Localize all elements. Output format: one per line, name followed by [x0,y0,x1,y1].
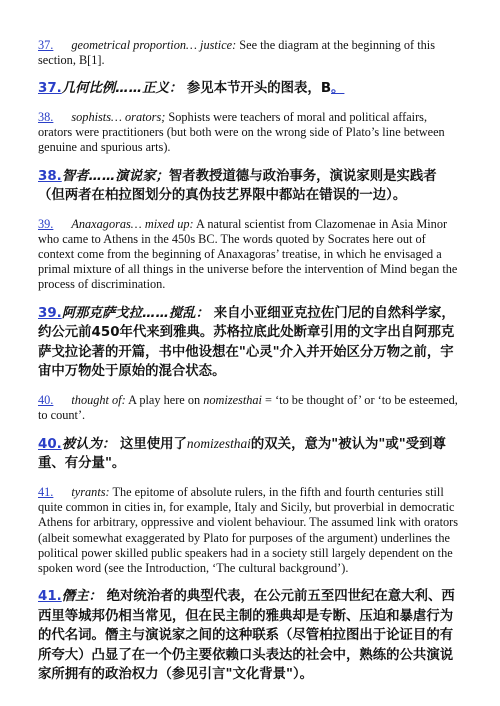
note-number-link[interactable]: 38. [38,168,62,184]
note-text: 智者教授道德与政治事务，演说家则是实践者（但两者在柏拉图划分的真伪技艺界限中都站在错误的一边）。 [38,168,437,204]
greek-term: nomizesthai [203,392,262,407]
note-37-en [38,38,462,68]
note-term: 阿那克萨戈拉……搅乱： [61,305,210,321]
note-number-link[interactable]: 40. [38,392,54,407]
note-number-link[interactable]: 41. [38,484,54,499]
note-number-link[interactable]: 41. [38,589,62,605]
note-number-link[interactable]: 38. [38,109,54,124]
note-number-link[interactable]: 39. [38,216,54,231]
note-number-link[interactable]: 37. [38,38,54,52]
note-text: A natural scientist from Clazomenae in Asia Minor who came to Athens in the 450s BC. The words quoted by Socrates here out of context come from the beginning of Anaxagoras’ treatise, in which he envisaged a primal mixture of all things in the universe before the intervention of Mind began the process of discrimination. [38,216,458,292]
note-text: 参见本节开头的图表，B [182,81,332,97]
note-40-zh [38,434,462,474]
note-39-en [38,217,462,293]
note-41-zh [38,587,462,685]
note-number-link[interactable]: 40. [38,436,62,452]
note-term: 僭主： [61,589,102,605]
note-37-zh [38,79,462,99]
note-term: 几何比例……正义： [61,81,183,97]
greek-term: nomizesthai [186,435,251,451]
note-term: 被认为： [61,436,116,452]
note-text: 这里使用了 [115,436,187,452]
note-term: geometrical proportion… justice: [71,38,237,52]
note-text: See the diagram at the beginning of this section, B[1]. [38,38,435,68]
note-38-zh [38,167,462,206]
note-term: Anaxagoras… mixed up: [71,216,194,231]
note-term: tyrants: [71,484,110,499]
note-text: The epitome of absolute rulers, in the fifth and fourth centuries still quite common in cities in, for example, Italy and Sicily, but proverbial in democratic Athens for arbitrary, oppressive and violent behaviour. The assumed link with orators (albeit somewhat exaggerated by Plato for purposes of the argument) underlines the political power skilled public speakers had in a society still largely dependent on the spoken word (see the Introduction, ‘The cultural background’). [38,484,459,575]
reference-link[interactable]: 。 [331,81,345,97]
note-40-en [38,393,462,423]
note-text: = ‘to be thought of’ or ‘to be esteemed, to count’. [38,392,458,422]
note-text: Sophists were teachers of moral and political affairs, orators were practitioners (but both were on the wrong side of Plato’s line between genuine and spurious arts). [38,109,445,155]
note-41-en [38,485,462,576]
note-39-zh [38,304,462,382]
note-text: A play here on [125,392,204,407]
note-text: 来自小亚细亚克拉佐门尼的自然科学家，约公元前450年代来到雅典。苏格拉底此处断章引用的文字出自阿那克萨戈拉论著的开篇，书中他设想在"心灵"介入并开始区分万物之前，宇宙中万物处于原始的混合状态。 [38,305,455,380]
note-38-en [38,110,462,156]
note-term: sophists… orators; [71,109,166,124]
note-text: 的双关，意为"被认为"或"受到尊重、有分量"。 [38,436,446,472]
note-term: thought of: [71,392,126,407]
note-text: 绝对统治者的典型代表，在公元前五至四世纪在意大利、西西里等城邦仍相当常见，但在民主制的雅典却是专断、压迫和暴虐行为的代名词。僭主与演说家之间的这种联系（尽管柏拉图出于论证目的有所夸大）凸显了在一个仍主要依赖口头表达的社会中，熟练的公共演说家所拥有的政治权力（参见引言"文化背景"）。 [38,589,455,683]
note-number-link[interactable]: 39. [38,305,62,321]
note-number-link[interactable]: 37. [38,81,62,97]
note-term: 智者……演说家； [61,168,169,184]
